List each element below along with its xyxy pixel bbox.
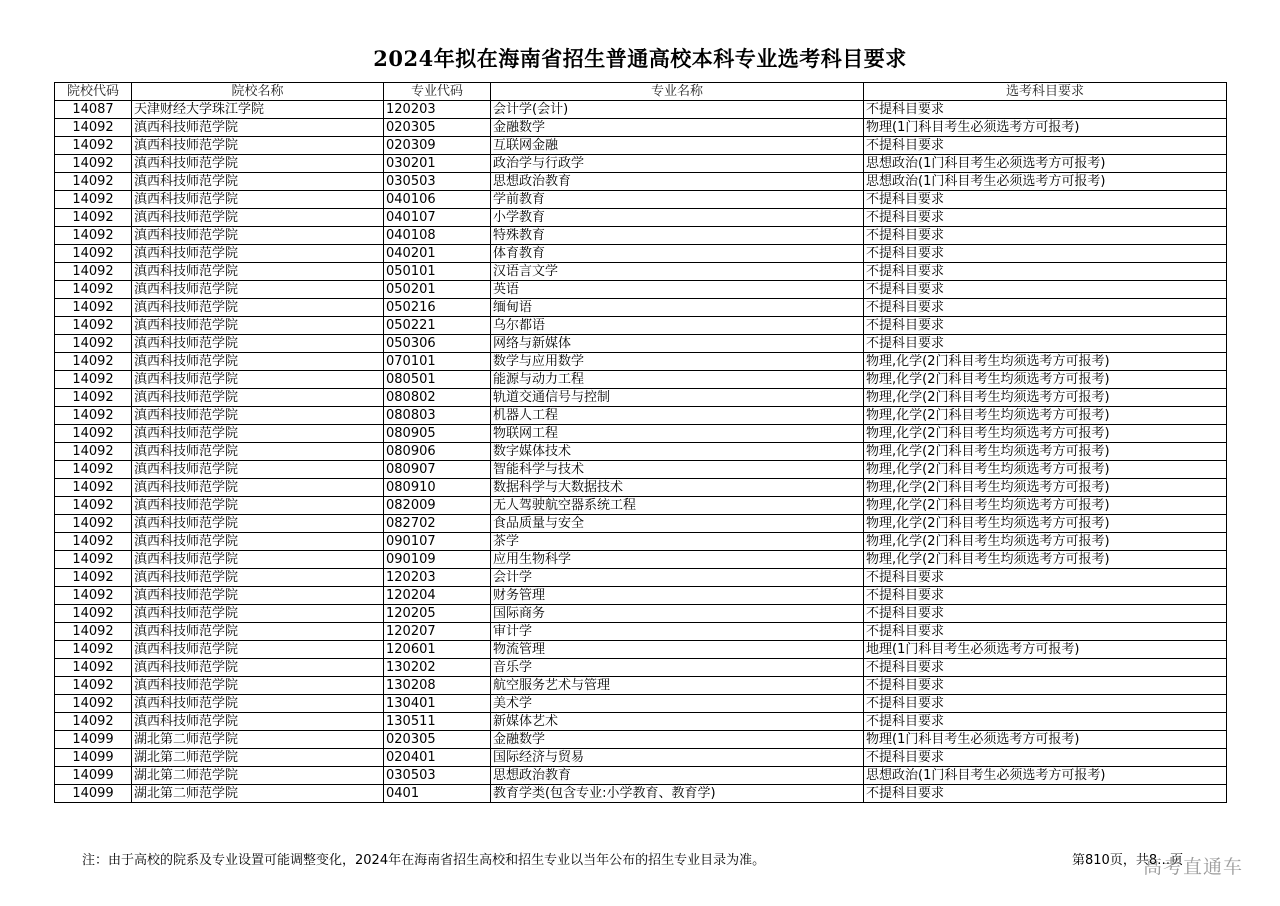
major-name-cell: 机器人工程	[491, 407, 864, 425]
table-row	[55, 569, 1227, 587]
subject-requirement-cell: 不提科目要求	[864, 695, 1227, 713]
table-row	[55, 785, 1227, 803]
school-code-cell: 14092	[55, 587, 132, 605]
subject-requirement-cell: 不提科目要求	[864, 101, 1227, 119]
school-code-cell: 14092	[55, 677, 132, 695]
header-school-code: 院校代码	[55, 83, 132, 101]
school-code-cell: 14092	[55, 263, 132, 281]
header-major-code: 专业代码	[384, 83, 491, 101]
school-name-cell: 湖北第二师范学院	[132, 749, 384, 767]
school-name-cell: 滇西科技师范学院	[132, 659, 384, 677]
header-subject-requirement: 选考科目要求	[864, 83, 1227, 101]
subject-requirement-cell: 物理,化学(2门科目考生均须选考方可报考)	[864, 425, 1227, 443]
subject-requirement-cell: 不提科目要求	[864, 587, 1227, 605]
major-name-cell: 数据科学与大数据技术	[491, 479, 864, 497]
major-name-cell: 国际商务	[491, 605, 864, 623]
major-name-cell: 金融数学	[491, 119, 864, 137]
school-code-cell: 14092	[55, 623, 132, 641]
subject-requirement-cell: 不提科目要求	[864, 317, 1227, 335]
table-row	[55, 191, 1227, 209]
subject-requirement-cell: 思想政治(1门科目考生必须选考方可报考)	[864, 173, 1227, 191]
major-name-cell: 思想政治教育	[491, 767, 864, 785]
school-code-cell: 14092	[55, 317, 132, 335]
subject-requirement-cell: 不提科目要求	[864, 785, 1227, 803]
table-row	[55, 767, 1227, 785]
major-name-cell: 政治学与行政学	[491, 155, 864, 173]
school-name-cell: 滇西科技师范学院	[132, 479, 384, 497]
major-code-cell: 130202	[384, 659, 491, 677]
school-code-cell: 14092	[55, 515, 132, 533]
major-code-cell: 050221	[384, 317, 491, 335]
table-row	[55, 227, 1227, 245]
school-code-cell: 14099	[55, 785, 132, 803]
major-name-cell: 物流管理	[491, 641, 864, 659]
major-code-cell: 040106	[384, 191, 491, 209]
major-code-cell: 080802	[384, 389, 491, 407]
major-name-cell: 乌尔都语	[491, 317, 864, 335]
subject-requirement-cell: 物理(1门科目考生必须选考方可报考)	[864, 731, 1227, 749]
table-body	[55, 101, 1227, 803]
table-row	[55, 749, 1227, 767]
school-name-cell: 滇西科技师范学院	[132, 461, 384, 479]
major-name-cell: 体育教育	[491, 245, 864, 263]
major-name-cell: 英语	[491, 281, 864, 299]
subject-requirement-cell: 不提科目要求	[864, 281, 1227, 299]
major-code-cell: 130401	[384, 695, 491, 713]
school-code-cell: 14092	[55, 173, 132, 191]
major-code-cell: 020305	[384, 731, 491, 749]
table-row	[55, 641, 1227, 659]
major-code-cell: 130511	[384, 713, 491, 731]
school-code-cell: 14092	[55, 335, 132, 353]
major-name-cell: 应用生物科学	[491, 551, 864, 569]
subject-requirement-cell: 物理,化学(2门科目考生均须选考方可报考)	[864, 551, 1227, 569]
major-code-cell: 030201	[384, 155, 491, 173]
major-code-cell: 040201	[384, 245, 491, 263]
major-code-cell: 120203	[384, 569, 491, 587]
major-code-cell: 070101	[384, 353, 491, 371]
subject-requirement-cell: 物理,化学(2门科目考生均须选考方可报考)	[864, 497, 1227, 515]
major-name-cell: 数学与应用数学	[491, 353, 864, 371]
major-code-cell: 082702	[384, 515, 491, 533]
subject-requirement-cell: 不提科目要求	[864, 263, 1227, 281]
major-name-cell: 国际经济与贸易	[491, 749, 864, 767]
school-name-cell: 滇西科技师范学院	[132, 245, 384, 263]
school-code-cell: 14092	[55, 551, 132, 569]
major-code-cell: 130208	[384, 677, 491, 695]
major-code-cell: 050201	[384, 281, 491, 299]
school-name-cell: 滇西科技师范学院	[132, 497, 384, 515]
major-name-cell: 汉语言文学	[491, 263, 864, 281]
header-school-name: 院校名称	[132, 83, 384, 101]
subject-requirement-cell: 思想政治(1门科目考生必须选考方可报考)	[864, 155, 1227, 173]
school-name-cell: 滇西科技师范学院	[132, 389, 384, 407]
subject-requirement-cell: 不提科目要求	[864, 137, 1227, 155]
table-row	[55, 371, 1227, 389]
table-row	[55, 299, 1227, 317]
major-name-cell: 航空服务艺术与管理	[491, 677, 864, 695]
school-code-cell: 14092	[55, 425, 132, 443]
major-code-cell: 020305	[384, 119, 491, 137]
school-code-cell: 14092	[55, 209, 132, 227]
school-code-cell: 14092	[55, 605, 132, 623]
major-code-cell: 040107	[384, 209, 491, 227]
school-name-cell: 滇西科技师范学院	[132, 551, 384, 569]
table-row	[55, 263, 1227, 281]
school-name-cell: 滇西科技师范学院	[132, 533, 384, 551]
school-code-cell: 14087	[55, 101, 132, 119]
subject-requirement-cell: 不提科目要求	[864, 749, 1227, 767]
major-name-cell: 审计学	[491, 623, 864, 641]
subject-requirement-cell: 物理,化学(2门科目考生均须选考方可报考)	[864, 461, 1227, 479]
school-name-cell: 滇西科技师范学院	[132, 119, 384, 137]
table-row	[55, 623, 1227, 641]
subject-requirement-cell: 不提科目要求	[864, 659, 1227, 677]
school-code-cell: 14092	[55, 713, 132, 731]
major-code-cell: 030503	[384, 767, 491, 785]
school-code-cell: 14092	[55, 407, 132, 425]
major-name-cell: 会计学(会计)	[491, 101, 864, 119]
subject-requirement-cell: 物理,化学(2门科目考生均须选考方可报考)	[864, 533, 1227, 551]
major-name-cell: 音乐学	[491, 659, 864, 677]
school-name-cell: 滇西科技师范学院	[132, 353, 384, 371]
school-code-cell: 14092	[55, 191, 132, 209]
subject-requirement-cell: 物理,化学(2门科目考生均须选考方可报考)	[864, 479, 1227, 497]
major-name-cell: 会计学	[491, 569, 864, 587]
major-name-cell: 美术学	[491, 695, 864, 713]
table-row	[55, 695, 1227, 713]
table-row	[55, 443, 1227, 461]
school-name-cell: 滇西科技师范学院	[132, 317, 384, 335]
school-code-cell: 14092	[55, 371, 132, 389]
table-row	[55, 461, 1227, 479]
school-name-cell: 滇西科技师范学院	[132, 263, 384, 281]
major-code-cell: 050101	[384, 263, 491, 281]
school-code-cell: 14092	[55, 641, 132, 659]
school-name-cell: 滇西科技师范学院	[132, 371, 384, 389]
school-name-cell: 滇西科技师范学院	[132, 227, 384, 245]
school-code-cell: 14092	[55, 353, 132, 371]
major-name-cell: 茶学	[491, 533, 864, 551]
table-row	[55, 677, 1227, 695]
footer-note: 注：由于高校的院系及专业设置可能调整变化，2024年在海南省招生高校和招生专业以当年公布的招生专业目录为准。	[82, 853, 766, 868]
subject-requirement-cell: 不提科目要求	[864, 335, 1227, 353]
table-row	[55, 425, 1227, 443]
table-row	[55, 533, 1227, 551]
major-code-cell: 080803	[384, 407, 491, 425]
subject-requirement-cell: 物理,化学(2门科目考生均须选考方可报考)	[864, 389, 1227, 407]
requirements-table	[54, 82, 1227, 803]
school-name-cell: 滇西科技师范学院	[132, 587, 384, 605]
school-name-cell: 滇西科技师范学院	[132, 281, 384, 299]
subject-requirement-cell: 物理,化学(2门科目考生均须选考方可报考)	[864, 515, 1227, 533]
school-name-cell: 滇西科技师范学院	[132, 425, 384, 443]
school-name-cell: 湖北第二师范学院	[132, 731, 384, 749]
school-name-cell: 滇西科技师范学院	[132, 713, 384, 731]
school-code-cell: 14092	[55, 479, 132, 497]
watermark-text: 高考直通车	[1143, 856, 1244, 878]
school-code-cell: 14092	[55, 299, 132, 317]
major-code-cell: 050216	[384, 299, 491, 317]
major-name-cell: 财务管理	[491, 587, 864, 605]
school-code-cell: 14092	[55, 155, 132, 173]
major-code-cell: 120204	[384, 587, 491, 605]
major-name-cell: 无人驾驶航空器系统工程	[491, 497, 864, 515]
subject-requirement-cell: 物理,化学(2门科目考生均须选考方可报考)	[864, 371, 1227, 389]
subject-requirement-cell: 地理(1门科目考生必须选考方可报考)	[864, 641, 1227, 659]
major-code-cell: 120203	[384, 101, 491, 119]
school-code-cell: 14092	[55, 443, 132, 461]
school-code-cell: 14092	[55, 569, 132, 587]
school-code-cell: 14092	[55, 659, 132, 677]
major-name-cell: 思想政治教育	[491, 173, 864, 191]
table-row	[55, 281, 1227, 299]
school-name-cell: 天津财经大学珠江学院	[132, 101, 384, 119]
school-code-cell: 14099	[55, 749, 132, 767]
major-code-cell: 120601	[384, 641, 491, 659]
school-name-cell: 滇西科技师范学院	[132, 443, 384, 461]
major-name-cell: 智能科学与技术	[491, 461, 864, 479]
table-row	[55, 137, 1227, 155]
major-code-cell: 120205	[384, 605, 491, 623]
table-row	[55, 101, 1227, 119]
table-row	[55, 335, 1227, 353]
major-name-cell: 教育学类(包含专业:小学教育、教育学)	[491, 785, 864, 803]
school-code-cell: 14092	[55, 389, 132, 407]
school-name-cell: 滇西科技师范学院	[132, 569, 384, 587]
subject-requirement-cell: 思想政治(1门科目考生必须选考方可报考)	[864, 767, 1227, 785]
subject-requirement-cell: 不提科目要求	[864, 677, 1227, 695]
major-name-cell: 能源与动力工程	[491, 371, 864, 389]
school-code-cell: 14092	[55, 497, 132, 515]
table-row	[55, 173, 1227, 191]
school-name-cell: 滇西科技师范学院	[132, 155, 384, 173]
table-row	[55, 317, 1227, 335]
subject-requirement-cell: 不提科目要求	[864, 605, 1227, 623]
major-name-cell: 物联网工程	[491, 425, 864, 443]
table-row	[55, 245, 1227, 263]
school-name-cell: 滇西科技师范学院	[132, 407, 384, 425]
school-name-cell: 滇西科技师范学院	[132, 137, 384, 155]
school-code-cell: 14099	[55, 767, 132, 785]
school-code-cell: 14092	[55, 281, 132, 299]
table-row	[55, 731, 1227, 749]
major-code-cell: 090107	[384, 533, 491, 551]
major-name-cell: 轨道交通信号与控制	[491, 389, 864, 407]
major-code-cell: 080907	[384, 461, 491, 479]
table-row	[55, 587, 1227, 605]
table-row	[55, 515, 1227, 533]
school-code-cell: 14092	[55, 245, 132, 263]
major-code-cell: 020401	[384, 749, 491, 767]
subject-requirement-cell: 不提科目要求	[864, 209, 1227, 227]
school-name-cell: 滇西科技师范学院	[132, 641, 384, 659]
table-row	[55, 209, 1227, 227]
school-name-cell: 滇西科技师范学院	[132, 515, 384, 533]
table-row	[55, 713, 1227, 731]
major-code-cell: 080501	[384, 371, 491, 389]
table-row	[55, 497, 1227, 515]
major-code-cell: 080910	[384, 479, 491, 497]
school-name-cell: 滇西科技师范学院	[132, 695, 384, 713]
page-title: 2024年拟在海南省招生普通高校本科专业选考科目要求	[373, 46, 907, 71]
school-name-cell: 滇西科技师范学院	[132, 191, 384, 209]
table-row	[55, 119, 1227, 137]
school-code-cell: 14092	[55, 695, 132, 713]
major-code-cell: 090109	[384, 551, 491, 569]
school-code-cell: 14099	[55, 731, 132, 749]
major-code-cell: 020309	[384, 137, 491, 155]
subject-requirement-cell: 不提科目要求	[864, 227, 1227, 245]
major-code-cell: 030503	[384, 173, 491, 191]
subject-requirement-cell: 物理(1门科目考生必须选考方可报考)	[864, 119, 1227, 137]
major-code-cell: 050306	[384, 335, 491, 353]
major-code-cell: 040108	[384, 227, 491, 245]
major-name-cell: 特殊教育	[491, 227, 864, 245]
table-row	[55, 155, 1227, 173]
school-code-cell: 14092	[55, 119, 132, 137]
subject-requirement-cell: 不提科目要求	[864, 191, 1227, 209]
major-code-cell: 0401	[384, 785, 491, 803]
school-code-cell: 14092	[55, 227, 132, 245]
school-name-cell: 滇西科技师范学院	[132, 335, 384, 353]
school-name-cell: 湖北第二师范学院	[132, 785, 384, 803]
major-name-cell: 学前教育	[491, 191, 864, 209]
school-name-cell: 滇西科技师范学院	[132, 299, 384, 317]
major-name-cell: 小学教育	[491, 209, 864, 227]
school-name-cell: 滇西科技师范学院	[132, 623, 384, 641]
subject-requirement-cell: 物理,化学(2门科目考生均须选考方可报考)	[864, 443, 1227, 461]
table-row	[55, 353, 1227, 371]
header-major-name: 专业名称	[491, 83, 864, 101]
school-name-cell: 滇西科技师范学院	[132, 209, 384, 227]
subject-requirement-cell: 不提科目要求	[864, 713, 1227, 731]
table-row	[55, 479, 1227, 497]
school-name-cell: 滇西科技师范学院	[132, 677, 384, 695]
table-row	[55, 659, 1227, 677]
school-code-cell: 14092	[55, 137, 132, 155]
major-code-cell: 080905	[384, 425, 491, 443]
major-code-cell: 120207	[384, 623, 491, 641]
major-code-cell: 080906	[384, 443, 491, 461]
school-name-cell: 滇西科技师范学院	[132, 173, 384, 191]
table-row	[55, 407, 1227, 425]
school-name-cell: 湖北第二师范学院	[132, 767, 384, 785]
subject-requirement-cell: 不提科目要求	[864, 569, 1227, 587]
table-row	[55, 605, 1227, 623]
school-code-cell: 14092	[55, 461, 132, 479]
major-name-cell: 金融数学	[491, 731, 864, 749]
major-name-cell: 数字媒体技术	[491, 443, 864, 461]
subject-requirement-cell: 物理,化学(2门科目考生均须选考方可报考)	[864, 353, 1227, 371]
major-name-cell: 新媒体艺术	[491, 713, 864, 731]
school-code-cell: 14092	[55, 533, 132, 551]
major-name-cell: 网络与新媒体	[491, 335, 864, 353]
school-name-cell: 滇西科技师范学院	[132, 605, 384, 623]
table-header-row	[55, 83, 1227, 101]
table-row	[55, 389, 1227, 407]
subject-requirement-cell: 不提科目要求	[864, 623, 1227, 641]
major-name-cell: 缅甸语	[491, 299, 864, 317]
subject-requirement-cell: 不提科目要求	[864, 299, 1227, 317]
subject-requirement-cell: 物理,化学(2门科目考生均须选考方可报考)	[864, 407, 1227, 425]
page-number: 第810页，共8…页	[1072, 853, 1184, 868]
major-name-cell: 互联网金融	[491, 137, 864, 155]
major-name-cell: 食品质量与安全	[491, 515, 864, 533]
subject-requirement-cell: 不提科目要求	[864, 245, 1227, 263]
major-code-cell: 082009	[384, 497, 491, 515]
table-row	[55, 551, 1227, 569]
